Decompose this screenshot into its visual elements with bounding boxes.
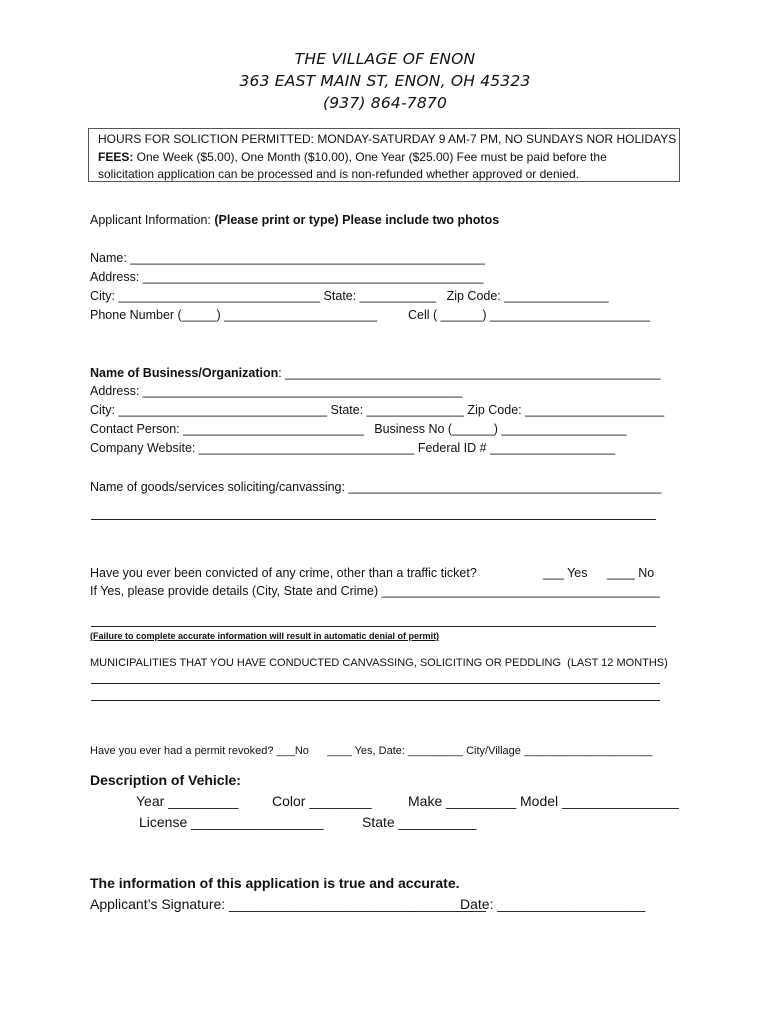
business-name-label: Name of Business/Organization <box>90 366 279 380</box>
vehicle-state-field[interactable]: State __________ <box>362 814 477 830</box>
revoked-field[interactable]: Have you ever had a permit revoked? ___No ____ Yes, Date: _________ City/Village _____________________ <box>90 745 653 757</box>
denial-warning: (Failure to complete accurate information will result in automatic denial of permit) <box>90 631 440 641</box>
notice-fees <box>98 149 671 167</box>
attestation-statement <box>90 873 460 893</box>
crime-no[interactable]: ____ No <box>607 566 655 580</box>
vehicle-heading-text: Description of Vehicle: <box>90 772 241 788</box>
municipalities-line-2[interactable] <box>91 700 660 701</box>
phone-field[interactable]: Phone Number (_____) ______________________ <box>90 308 378 322</box>
org-phone: (937) 864-7870 <box>322 94 448 112</box>
municipalities-line-1[interactable] <box>91 683 660 684</box>
signature-date-field[interactable]: Date: ___________________ <box>460 896 646 912</box>
vehicle-year-field[interactable]: Year _________ <box>136 793 239 809</box>
goods-extra-line[interactable] <box>91 519 656 520</box>
business-address-field[interactable]: Address: ______________________________________________ <box>90 384 463 398</box>
vehicle-heading <box>90 770 241 790</box>
company-website-field[interactable]: Company Website: _______________________________ Federal ID # __________________ <box>90 441 616 455</box>
fees-text: One Week ($5.00), One Month ($10.00), One Year ($25.00) Fee must be paid before the <box>133 149 607 164</box>
org-name: THE VILLAGE OF ENON <box>294 50 476 68</box>
fees-label: FEES: <box>98 149 134 164</box>
applicant-intro-label: Applicant Information: <box>90 213 215 227</box>
crime-details-extra-line[interactable] <box>91 626 656 627</box>
signature-field[interactable]: Applicant’s Signature: _________________________________ <box>90 896 486 912</box>
vehicle-model-field[interactable]: Model _______________ <box>520 793 679 809</box>
applicant-intro-bold: (Please print or type) Please include two photos <box>214 213 500 227</box>
city-state-zip-field[interactable]: City: _____________________________ State: ___________ Zip Code: _______________ <box>90 289 609 303</box>
vehicle-color-field[interactable]: Color ________ <box>272 793 372 809</box>
business-city-field[interactable]: City: ______________________________ State: ______________ Zip Code: ____________________ <box>90 403 665 417</box>
crime-yes[interactable]: ___ Yes <box>543 566 588 580</box>
notice-refund: solicitation application can be processed and is non-refunded whether approved or denied. <box>98 167 579 181</box>
vehicle-make-field[interactable]: Make _________ <box>408 793 517 809</box>
goods-field[interactable]: Name of goods/services soliciting/canvassing: _____________________________________________ <box>90 480 662 494</box>
municipalities-label: MUNICIPALITIES THAT YOU HAVE CONDUCTED CANVASSING, SOLICITING OR PEDDLING (LAST 12 MONTHS) <box>90 657 668 669</box>
cell-field[interactable]: Cell ( ______) _______________________ <box>408 308 650 322</box>
crime-details-field[interactable]: If Yes, please provide details (City, State and Crime) ________________________________________ <box>90 584 660 598</box>
crime-question: Have you ever been convicted of any crime, other than a traffic ticket? <box>90 566 477 580</box>
vehicle-license-field[interactable]: License _________________ <box>139 814 324 830</box>
business-name-field[interactable] <box>90 365 661 381</box>
contact-person-field[interactable]: Contact Person: __________________________ Business No (______) __________________ <box>90 422 627 436</box>
business-name-blank: : ______________________________________________________ <box>278 366 661 380</box>
applicant-intro <box>90 212 499 228</box>
org-address: 363 EAST MAIN ST, ENON, OH 45323 <box>239 72 531 90</box>
attestation-text: The information of this application is true and accurate. <box>90 875 460 891</box>
address-field[interactable]: Address: _________________________________________________ <box>90 270 484 284</box>
name-field[interactable]: Name: ___________________________________________________ <box>90 251 485 265</box>
notice-box <box>88 128 680 182</box>
notice-hours: HOURS FOR SOLICTION PERMITTED: MONDAY-SATURDAY 9 AM-7 PM, NO SUNDAYS NOR HOLIDAYS <box>98 132 677 146</box>
